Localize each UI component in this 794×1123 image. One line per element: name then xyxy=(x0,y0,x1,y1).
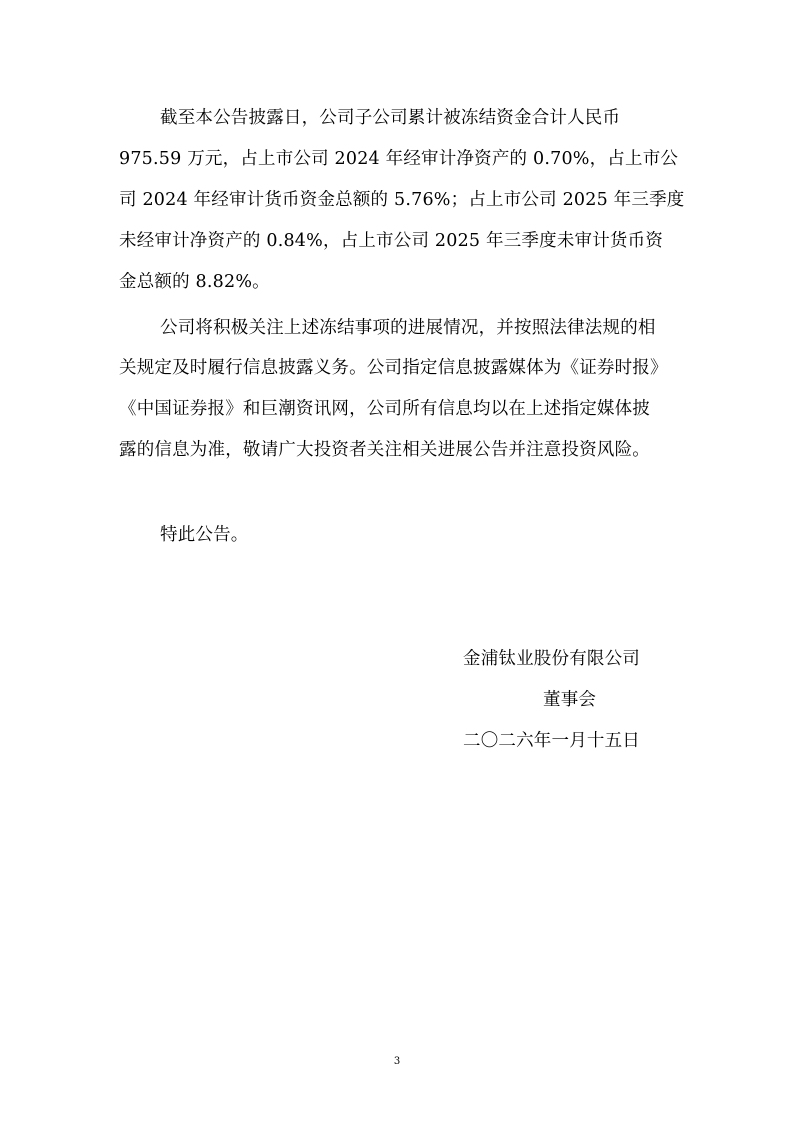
paragraph-1-line-3: 司 2024 年经审计货币资金总额的 5.76%；占上市公司 2025 年三季度 xyxy=(119,190,685,210)
signature-company: 金浦钛业股份有限公司 xyxy=(463,649,640,669)
paragraph-2-line-3: 《中国证券报》和巨潮资讯网，公司所有信息均以在上述指定媒体披 xyxy=(119,399,650,419)
paragraph-1-line-1: 截至本公告披露日，公司子公司累计被冻结资金合计人民币 xyxy=(160,108,621,128)
signature-board: 董事会 xyxy=(543,690,597,710)
closing-statement: 特此公告。 xyxy=(160,525,249,545)
page-number: 3 xyxy=(393,1056,401,1067)
paragraph-1-line-4: 未经审计净资产的 0.84%，占上市公司 2025 年三季度未审计货币资 xyxy=(119,231,664,251)
signature-date: 二〇二六年一月十五日 xyxy=(463,731,640,751)
paragraph-1-line-5: 金总额的 8.82%。 xyxy=(119,272,270,292)
paragraph-1-line-2: 975.59 万元，占上市公司 2024 年经审计净资产的 0.70%，占上市公 xyxy=(119,149,679,169)
paragraph-2-line-4: 露的信息为准，敬请广大投资者关注相关进展公告并注意投资风险。 xyxy=(119,440,650,460)
paragraph-2-line-2: 关规定及时履行信息披露义务。公司指定信息披露媒体为《证券时报》 xyxy=(119,358,668,378)
paragraph-2-line-1: 公司将积极关注上述冻结事项的进展情况，并按照法律法规的相 xyxy=(160,318,656,338)
